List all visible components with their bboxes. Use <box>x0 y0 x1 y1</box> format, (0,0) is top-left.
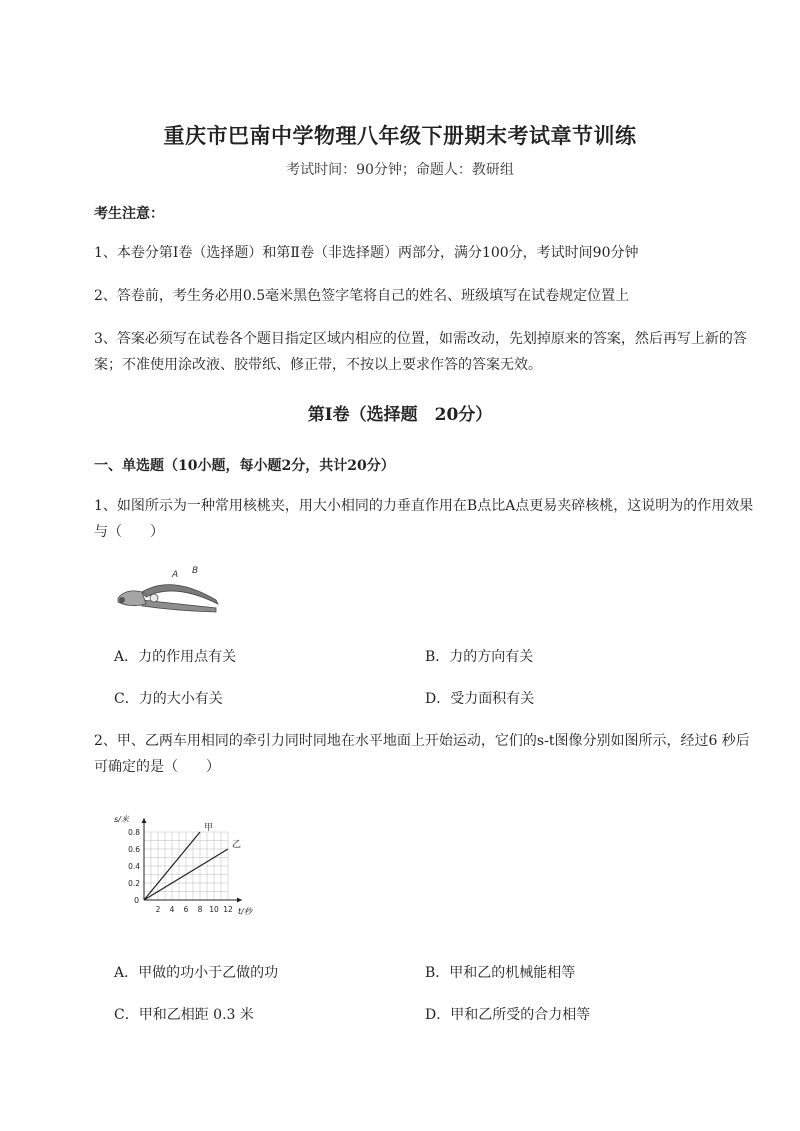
y-tick-label: 0.4 <box>128 862 140 871</box>
y-axis-arrow <box>142 818 147 823</box>
x-axis-label: t/秒 <box>238 907 252 916</box>
q2-option-b[interactable]: B．甲和乙的机械能相等 <box>425 965 576 981</box>
x-tick-label: 8 <box>197 905 203 914</box>
question-group-heading: 一、单选题（10小题，每小题2分，共计20分） <box>94 458 395 474</box>
q2-option-d[interactable]: D．甲和乙所受的合力相等 <box>425 1007 591 1023</box>
section-title: 第I卷（选择题 20分） <box>307 405 493 425</box>
chart-grid <box>144 832 228 900</box>
nutcracker-figure <box>112 564 224 616</box>
y-tick-label: 0.6 <box>128 845 140 854</box>
x-axis-arrow <box>237 898 242 903</box>
x-tick-label: 6 <box>183 905 189 914</box>
nutcracker-nut-cavity <box>150 594 158 602</box>
x-tick-label: 2 <box>155 905 161 914</box>
notice-item-2: 2、答卷前，考生务必用0.5毫米黑色签字笔将自己的姓名、班级填写在试卷规定位置上 <box>94 288 630 304</box>
q2-option-a[interactable]: A．甲做的功小于乙做的功 <box>114 965 279 981</box>
notice-item-1: 1、本卷分第I卷（选择题）和第Ⅱ卷（非选择题）两部分，满分100分，考试时间90分钟 <box>94 245 639 261</box>
s-t-chart <box>112 804 272 922</box>
question-1-stem: 1、如图所示为一种常用核桃夹，用大小相同的力垂直作用在B点比A点更易夹碎核桃，这说明为的作用效果与（ ） <box>94 498 754 540</box>
q1-option-d[interactable]: D．受力面积有关 <box>425 691 535 707</box>
notice-heading: 考生注意： <box>94 206 164 222</box>
x-tick-label: 10 <box>209 905 219 914</box>
chart-series <box>144 822 241 900</box>
question-2-stem: 2、甲、乙两车用相同的牵引力同时同地在水平地面上开始运动，它们的s-t图像分别如图所示，经过6 秒后可确定的是（ ） <box>94 733 750 775</box>
q1-option-b[interactable]: B．力的方向有关 <box>425 649 534 665</box>
nutcracker-pivot <box>119 597 125 603</box>
page-title: 重庆市巴南中学物理八年级下册期末考试章节训练 <box>163 123 637 148</box>
series-label-2: 乙 <box>232 840 242 850</box>
figure-label-b: B <box>192 566 199 576</box>
y-tick-label: 0.8 <box>128 828 140 837</box>
q2-option-c[interactable]: C．甲和乙相距 0.3 米 <box>114 1007 254 1023</box>
y-tick-label: 0.2 <box>128 879 140 888</box>
q1-option-c[interactable]: C．力的大小有关 <box>114 691 223 707</box>
y-axis-label: s/米 <box>114 815 129 824</box>
q1-option-a[interactable]: A．力的作用点有关 <box>114 649 237 665</box>
x-tick-label: 4 <box>169 905 175 914</box>
x-tick-label: 12 <box>223 905 233 914</box>
origin-label: 0 <box>134 896 140 905</box>
series-label-1: 甲 <box>204 823 214 833</box>
exam-info: 考试时间：90分钟；命题人：教研组 <box>286 162 514 178</box>
figure-label-a: A <box>172 570 179 580</box>
notice-item-3: 3、答案必须写在试卷各个题目指定区域内相应的位置，如需改动，先划掉原来的答案，然后再写上新的答案；不准使用涂改液、胶带纸、修正带，不按以上要求作答的答案无效。 <box>94 331 747 373</box>
